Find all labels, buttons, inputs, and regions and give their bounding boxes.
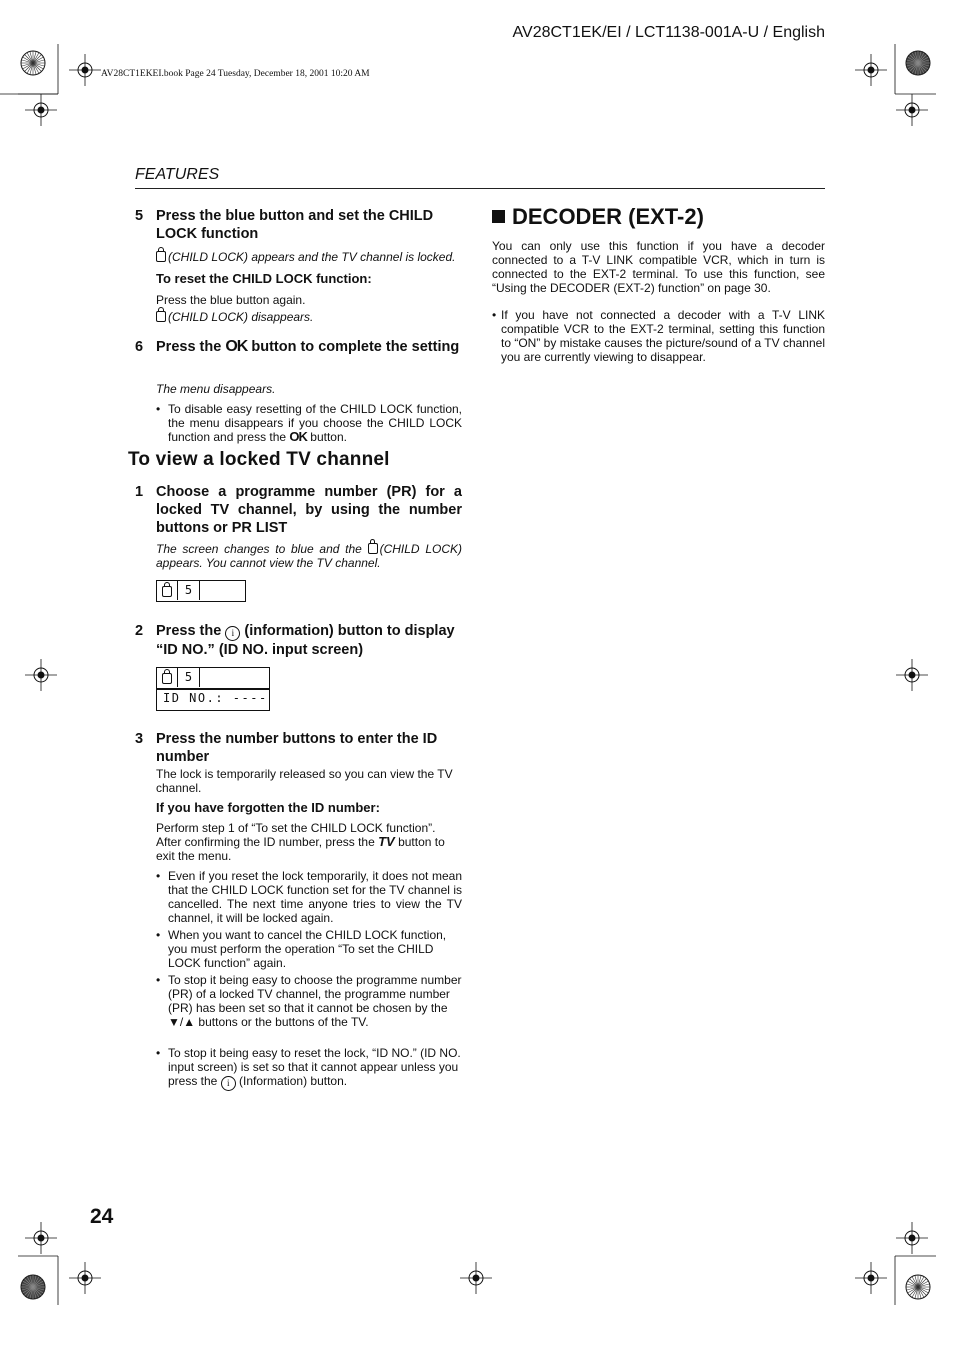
osd-id-input [156, 667, 270, 711]
right-column [492, 0, 825, 1351]
info-icon: i [225, 626, 240, 641]
left-column [128, 0, 462, 1351]
step-2 [135, 622, 462, 659]
step3-note: The lock is temporarily released so you can view the TV channel. [156, 767, 453, 795]
ok-icon: OK [225, 338, 248, 355]
step-number: 1 [135, 484, 144, 500]
reset-note: (CHILD LOCK) disappears. [156, 310, 462, 324]
bullet-1: • Even if you reset the lock temporarily, it does not mean that the CHILD LOCK function set for the TV channel is cancelled. The next time anyone tries to view the TV channel, it will be locked again. [156, 869, 462, 925]
lock-icon [162, 673, 172, 684]
step-number: 3 [135, 731, 144, 747]
lock-icon [162, 586, 172, 597]
step-number: 2 [135, 623, 144, 639]
osd-id-line: ID NO.: ---- [163, 691, 268, 705]
forgot-text: Perform step 1 of “To set the CHILD LOCK function”. After confirming the ID number, press the TV button to exit the menu. [156, 821, 445, 863]
step-number: 6 [135, 339, 144, 355]
lock-icon [368, 543, 378, 554]
osd-locked-channel [156, 580, 246, 602]
lock-icon [156, 311, 166, 322]
step1-note: The screen changes to blue and the (CHILD LOCK) appears. You cannot view the TV channel. [156, 542, 462, 570]
section-title: FEATURES [135, 166, 220, 183]
reset-heading: To reset the CHILD LOCK function: [156, 271, 372, 286]
step-text: Choose a programme number (PR) for a locked TV channel, by using the number buttons or PR LIST [156, 484, 462, 536]
color-bar-circle-icon [906, 51, 930, 75]
step-text: Press the OK button to complete the setting [156, 338, 460, 355]
subheading: To view a locked TV channel [128, 449, 390, 470]
tv-icon: TV [378, 834, 395, 849]
step-number: 5 [135, 208, 144, 224]
step-6 [135, 338, 462, 356]
ok-icon: OK [289, 429, 307, 444]
step-text: Press the blue button and set the CHILD LOCK function [156, 208, 434, 242]
osd-channel: 5 [178, 581, 200, 600]
square-bullet-icon [492, 210, 505, 223]
color-bar-circle-icon [906, 1275, 930, 1299]
step-1 [135, 483, 462, 537]
page-number: 24 [90, 1205, 114, 1228]
forgot-heading: If you have forgotten the ID number: [156, 800, 380, 815]
step-text: Press the i (information) button to display “ID NO.” (ID NO. input screen) [156, 623, 455, 658]
book-info-line: AV28CT1EKEI.book Page 24 Tuesday, December 18, 2001 10:20 AM [101, 69, 370, 79]
step5-note: (CHILD LOCK) appears and the TV channel is locked. [156, 250, 462, 264]
step6-bullet: • To disable easy resetting of the CHILD LOCK function, the menu disappears if you choose the CHILD LOCK function and press the OK button. [156, 402, 462, 444]
step6-note: The menu disappears. [156, 382, 276, 396]
step-5 [135, 207, 462, 243]
lock-icon [156, 251, 166, 262]
info-icon: i [221, 1076, 236, 1091]
reset-text: Press the blue button again. [156, 293, 306, 307]
step-text: Press the number buttons to enter the ID number [156, 731, 438, 765]
bullet-2: • When you want to cancel the CHILD LOCK function, you must perform the operation “To set the CHILD LOCK function” again. [156, 928, 462, 970]
decoder-title: DECODER (EXT-2) [492, 204, 704, 230]
color-bar-circle-icon [21, 1275, 45, 1299]
decoder-bullet: • If you have not connected a decoder with a T-V LINK compatible VCR to the EXT-2 terminal, setting this function to “ON” by mistake causes the picture/sound of a TV channel you are currently viewing to disappear. [492, 308, 825, 364]
osd-channel: 5 [178, 668, 200, 687]
step-3 [135, 730, 462, 766]
bullet-3: • To stop it being easy to choose the programme number (PR) of a locked TV channel, the programme number (PR) has been set so that it cannot be chosen by the ▼/▲ buttons or the buttons of the TV. [156, 973, 462, 1029]
color-bar-circle-icon [21, 51, 45, 75]
decoder-paragraph: You can only use this function if you have a decoder connected to a T-V LINK compatible VCR, which in turn is connected to the EXT-2 terminal. To use this function, see “Using the DECODER (EXT-2) function” on page 30. [492, 239, 825, 295]
document-id: AV28CT1EK/EI / LCT1138-001A-U / English [512, 24, 825, 41]
bullet-4: • To stop it being easy to reset the lock, “ID NO.” (ID NO. input screen) is set so that it cannot appear unless you press the i (Information) button. [156, 1046, 462, 1091]
